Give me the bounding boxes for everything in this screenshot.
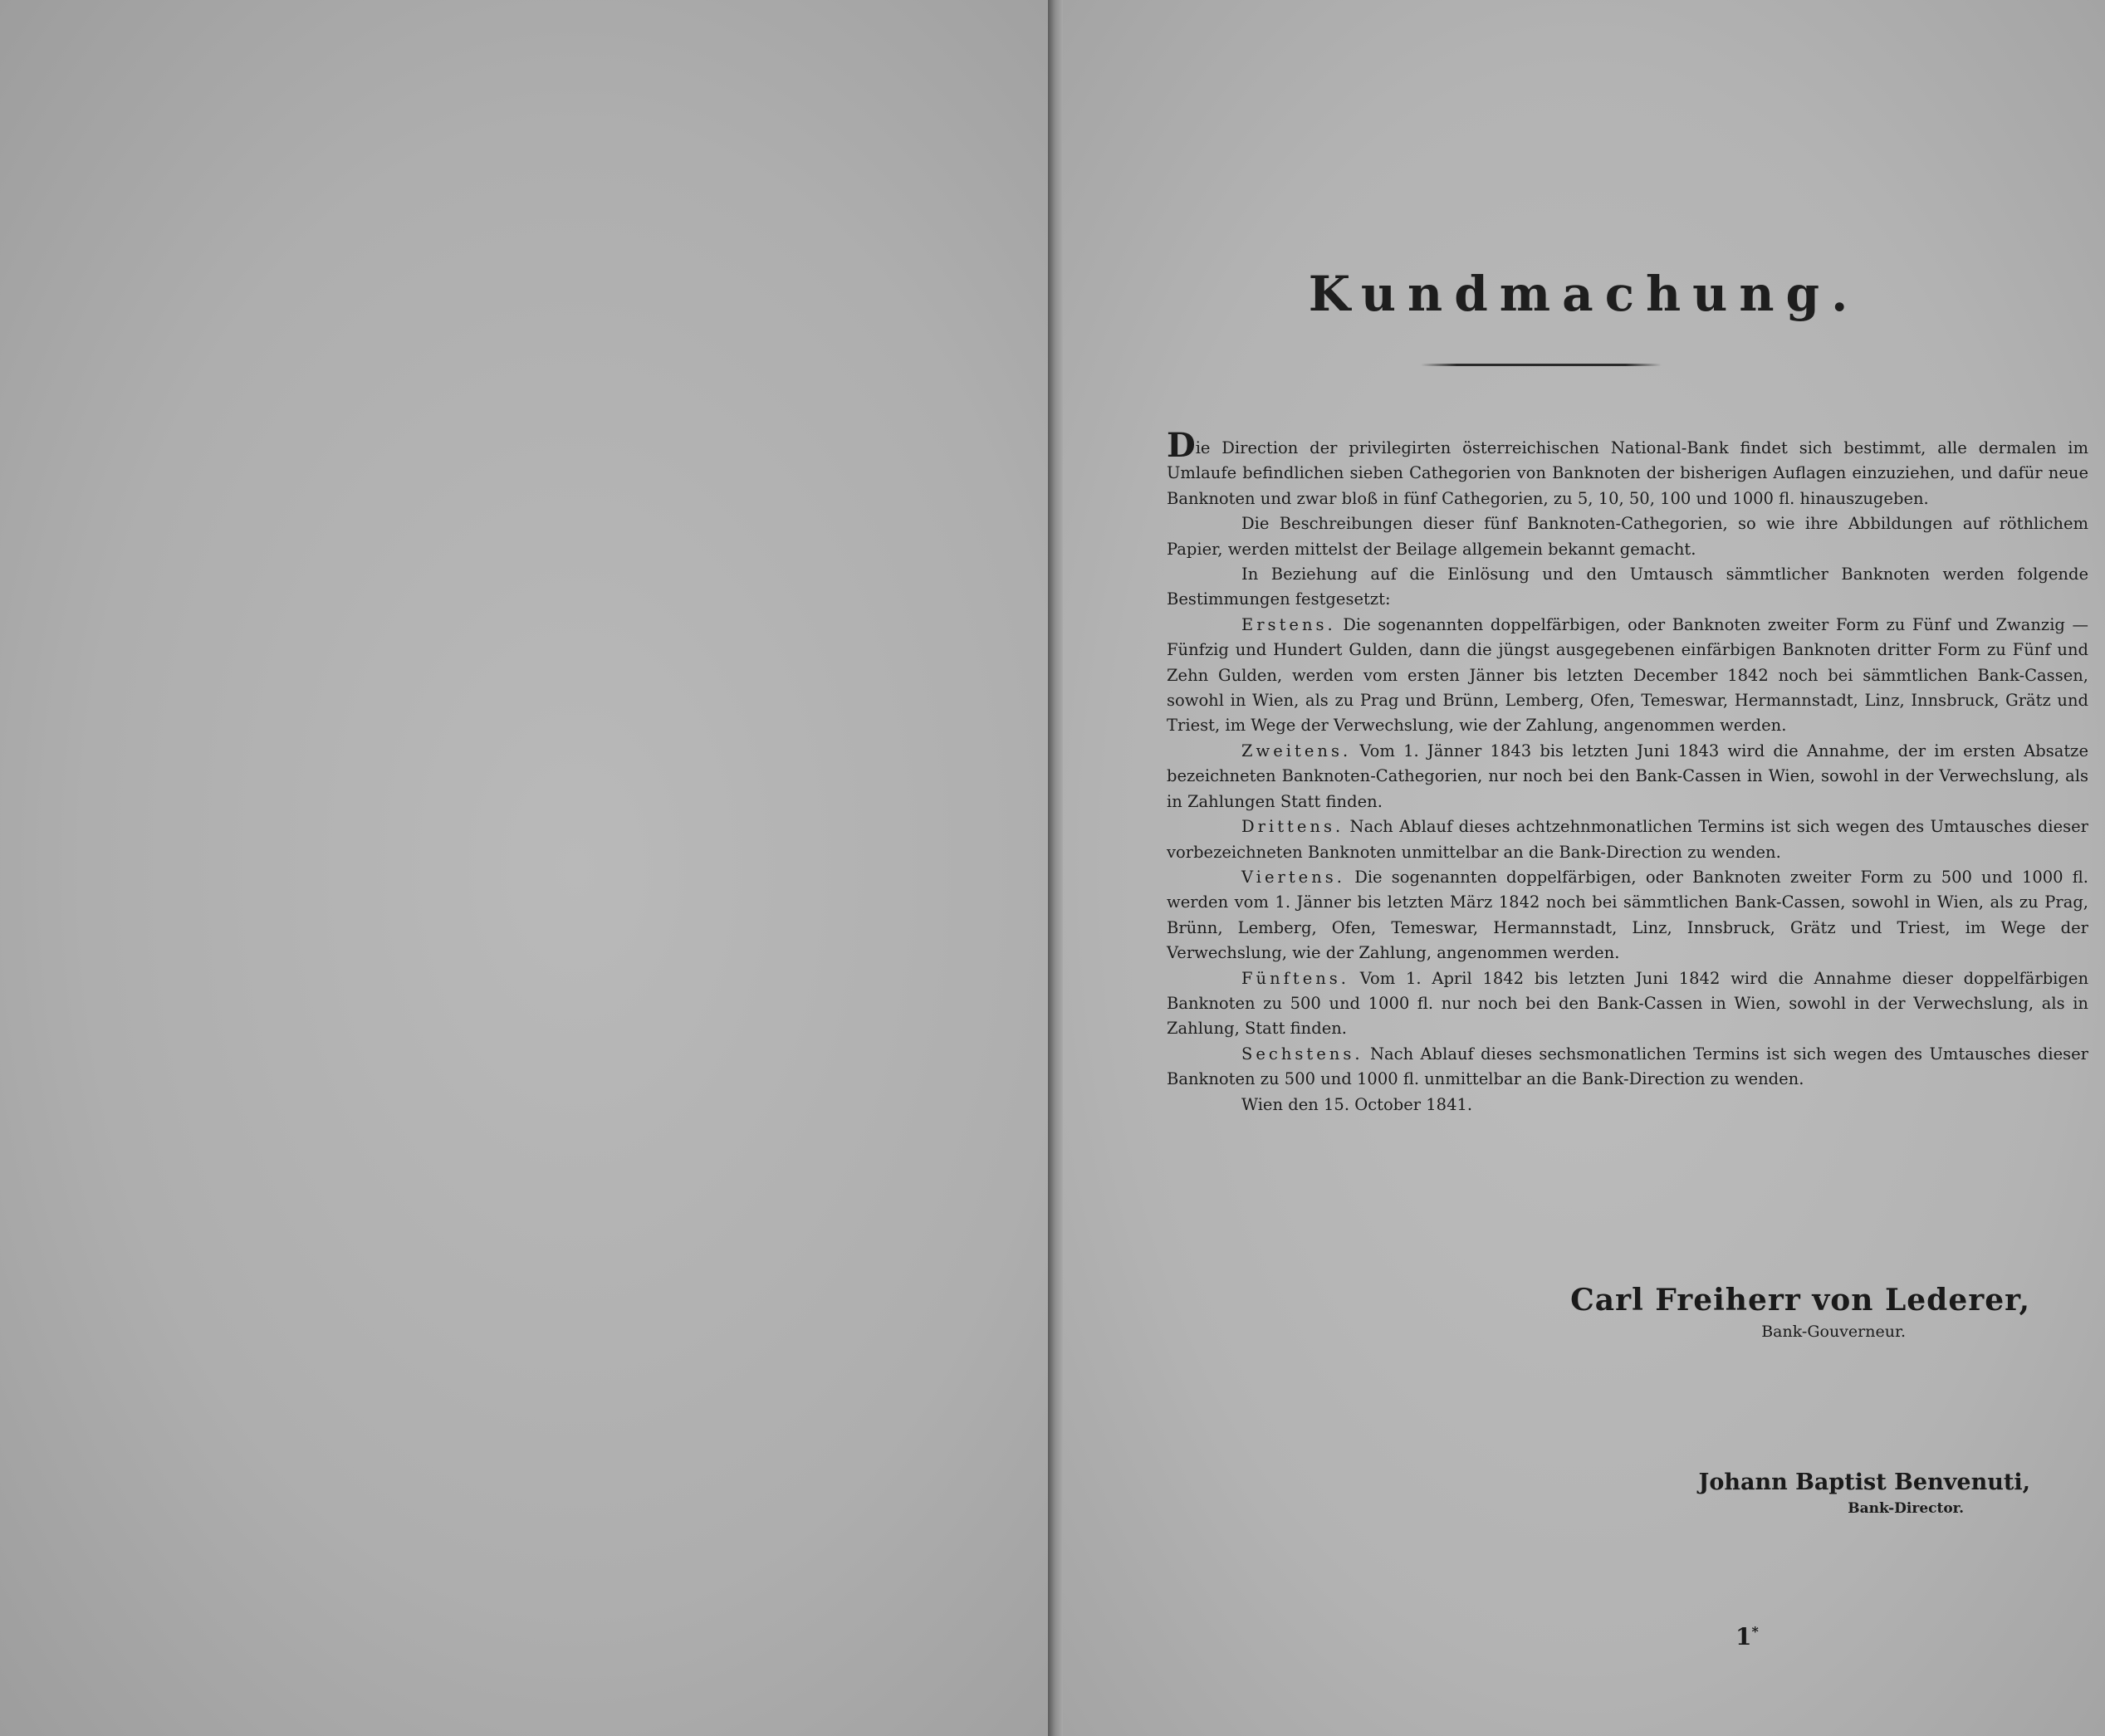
paragraph-third	[1167, 814, 2088, 865]
section-heading: Viertens.	[1241, 867, 1345, 887]
section-heading: Zweitens.	[1241, 741, 1352, 760]
drop-cap: D	[1167, 426, 1196, 465]
signatory-role: Bank-Director.	[1848, 1500, 1964, 1517]
signature-governor	[1570, 1283, 2030, 1341]
paragraph-first	[1167, 613, 2088, 739]
section-heading: Erstens.	[1241, 614, 1336, 634]
signature-director	[1699, 1469, 2030, 1517]
paragraph-provisions: In Beziehung auf die Einlösung und den Umtausch sämmtlicher Banknoten werden folgende Bestimmungen festgesetzt:	[1167, 565, 2088, 609]
page-number	[1735, 1623, 1759, 1650]
signature-mark: *	[1751, 1623, 1759, 1640]
bleed-through-marks	[814, 178, 1005, 212]
paragraph-second	[1167, 739, 2088, 814]
paragraph-text: Die sogenannten doppelfärbigen, oder Banknoten zweiter Form zu 500 und 1000 fl. werden vom 1. Jänner bis letzten März 1842 noch bei sämmtlichen Bank-Cassen, sowohl in Wien, als zu Prag, Brünn, Lemberg, Ofen, Temeswar, Hermannstadt, Linz, Innsbruck, Grätz und Triest, im Wege der Verwechslung, wie der Zahlung, angenommen werden.	[1167, 867, 2088, 963]
title-rule	[1421, 364, 1662, 366]
section-heading: Sechstens.	[1241, 1044, 1363, 1064]
signatory-name: Carl Freiherr von Lederer,	[1570, 1283, 2030, 1318]
paragraph-text: Die sogenannten doppelfärbigen, oder Banknoten zweiter Form zu Fünf und Zwanzig — Fünfzig und Hundert Gulden, dann die jüngst ausgegebenen einfärbigen Banknoten dritter Form zu Fünf und Zehn Gulden, werden vom ersten Jänner bis letzten December 1842 noch bei sämmtlichen Bank-Cassen, sowohl in Wien, als zu Prag und Brünn, Lemberg, Ofen, Temeswar, Hermannstadt, Linz, Innsbruck, Grätz und Triest, im Wege der Verwechslung, wie der Zahlung, angenommen werden.	[1167, 614, 2088, 736]
date-line: Wien den 15. October 1841.	[1241, 1094, 1473, 1114]
paragraph-fifth	[1167, 966, 2088, 1042]
left-blank-page	[0, 0, 1050, 1736]
book-gutter	[1048, 0, 1063, 1736]
section-heading: Fünftens.	[1241, 968, 1350, 988]
paragraph-sixth	[1167, 1042, 2088, 1093]
paragraph-text: Nach Ablauf dieses achtzehnmonatlichen Termins ist sich wegen des Umtausches dieser vorbezeichneten Banknoten unmittelbar an die Bank-Direction zu wenden.	[1167, 817, 2088, 862]
paragraph-descriptions: Die Beschreibungen dieser fünf Banknoten-Cathegorien, so wie ihre Abbildungen auf röthlichem Papier, werden mittelst der Beilage allgemein bekannt gemacht.	[1167, 514, 2088, 559]
page-number-value: 1	[1735, 1623, 1752, 1650]
page-title: Kundmachung.	[1308, 266, 1860, 322]
paragraph-fourth	[1167, 865, 2088, 966]
paragraph-text: ie Direction der privilegirten österreichischen National-Bank findet sich bestimmt, alle dermalen im Umlaufe befindlichen sieben Cathegorien von Banknoten der bisherigen Auflagen einzuziehen, und dafür neue Banknoten und zwar bloß in fünf Cathegorien, zu 5, 10, 50, 100 und 1000 fl. hinauszugeben.	[1167, 438, 2088, 508]
section-heading: Drittens.	[1241, 817, 1344, 837]
announcement-body	[1167, 426, 2089, 1117]
right-page	[1063, 0, 2105, 1736]
signatory-name: Johann Baptist Benvenuti,	[1698, 1469, 2030, 1495]
paragraph-text: Vom 1. Jänner 1843 bis letzten Juni 1843 wird die Annahme, der im ersten Absatze bezeichneten Banknoten-Cathegorien, nur noch bei den Bank-Cassen in Wien, sowohl in der Verwechslung, als in Zahlungen Statt finden.	[1167, 741, 2088, 811]
paragraph-text: Nach Ablauf dieses sechsmonatlichen Termins ist sich wegen des Umtausches dieser Banknoten zu 500 und 1000 fl. unmittelbar an die Bank-Direction zu wenden.	[1167, 1044, 2088, 1089]
paragraph-intro	[1167, 426, 2088, 511]
signatory-role: Bank-Gouverneur.	[1761, 1323, 1906, 1341]
paragraph-text: Vom 1. April 1842 bis letzten Juni 1842 wird die Annahme dieser doppelfärbigen Banknoten zu 500 und 1000 fl. nur noch bei den Bank-Cassen in Wien, sowohl in der Verwechslung, als in Zahlung, Statt finden.	[1167, 968, 2089, 1039]
